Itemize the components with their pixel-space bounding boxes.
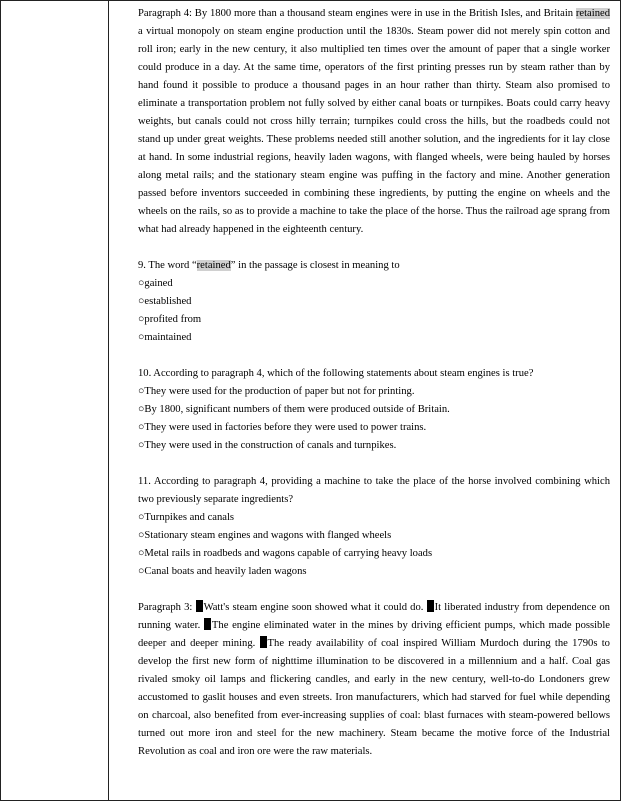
question-11-stem: 11. According to paragraph 4, providing a machine to take the place of the horse involved combining which two previously separate ingredients? bbox=[138, 476, 610, 505]
question-9-option-c[interactable]: ○profited from bbox=[138, 314, 202, 325]
question-11-option-a[interactable]: ○Turnpikes and canals bbox=[138, 512, 235, 523]
paragraph-3-sentence-4: The ready availability of coal inspired William Murdoch during the 1790s to develop the first new form of nighttime illumination to be discovered in a millennium and a half. Coal gas rivaled smoky oil lamps and flickering candles, and early in the new century, well-to-do Londoners grew accustomed to gaslit houses and even streets. Iron manufacturers, which had starved for fuel while depending on charcoal, also benefited from ever-increasing supplies of coal: blast furnaces with steam-powered bellows turned out more iron and steel for the new machinery. Steam became the motive force of the Industrial Revolution as coal and iron ore were the raw materials. bbox=[138, 638, 610, 757]
question-9-option-b[interactable]: ○established bbox=[138, 296, 192, 307]
paragraph-4-text-rest: a virtual monopoly on steam engine production until the 1830s. Steam power did not merely spin cotton and roll iron; early in the new century, it also multiplied ten times over the amount of paper that a single worker could produce in a day. At the same time, operators of the first printing presses run by steam rather than by hand found it possible to produce a thousand pages in an hour rather than thirty. Steam also promised to eliminate a transportation problem not fully solved by either canal boats or turnpikes. Boats could carry heavy weights, but canals could not cross hilly terrain; turnpikes could cross the hills, but the roadbeds could not stand up under great weights. These problems needed still another solution, and the ingredients for it lay close at hand. In some industrial regions, heavily laden wagons, with flanged wheels, were being hauled by horses along metal rails; and the stationary steam engine was puffing in the factory and mine. Another generation passed before inventors succeeded in combining these ingredients, by putting the engine on wheels and the wheels on the rails, so as to provide a machine to take the place of the horse. Thus the railroad age sprang from what had already happened in the eighteenth century. bbox=[138, 26, 610, 235]
question-9-stem bbox=[138, 257, 610, 275]
question-9-prefix: 9. The word “ bbox=[138, 260, 197, 271]
paragraph-3-sentence-2: It liberated industry from dependence on running water. bbox=[138, 602, 610, 631]
question-11-option-d[interactable]: ○Canal boats and heavily laden wagons bbox=[138, 566, 307, 577]
content-column bbox=[138, 5, 610, 761]
paragraph-3-sentence-3: The engine eliminated water in the mines by driving efficient pumps, which made possible deeper and deeper mining. bbox=[138, 620, 610, 649]
question-10-option-d[interactable]: ○They were used in the construction of canals and turnpikes. bbox=[138, 440, 397, 451]
paragraph-4-text-start: Paragraph 4: By 1800 more than a thousand steam engines were in use in the British Isles, and Britain bbox=[138, 8, 576, 19]
insertion-square-3[interactable] bbox=[204, 618, 211, 630]
highlighted-word: retained bbox=[575, 8, 610, 19]
question-11-option-c[interactable]: ○Metal rails in roadbeds and wagons capable of carrying heavy loads bbox=[138, 548, 433, 559]
insertion-square-1[interactable] bbox=[196, 600, 203, 612]
paragraph-4 bbox=[138, 5, 610, 239]
question-10-option-a[interactable]: ○They were used for the production of paper but not for printing. bbox=[138, 386, 415, 397]
column-divider bbox=[108, 1, 109, 800]
question-9-option-a[interactable]: ○gained bbox=[138, 278, 173, 289]
question-10-option-b[interactable]: ○By 1800, significant numbers of them were produced outside of Britain. bbox=[138, 404, 450, 415]
question-10-option-c[interactable]: ○They were used in factories before they were used to power trains. bbox=[138, 422, 427, 433]
insertion-square-2[interactable] bbox=[427, 600, 434, 612]
question-11-option-b[interactable]: ○Stationary steam engines and wagons with flanged wheels bbox=[138, 530, 392, 541]
paragraph-3-label: Paragraph 3: bbox=[138, 602, 196, 613]
paragraph-3-sentence-1: Watt's steam engine soon showed what it could do. bbox=[203, 602, 427, 613]
question-9-option-d[interactable]: ○maintained bbox=[138, 332, 192, 343]
question-10-stem: 10. According to paragraph 4, which of the following statements about steam engines is true? bbox=[138, 368, 534, 379]
paragraph-3 bbox=[138, 599, 610, 761]
question-9-highlighted-word: retained bbox=[196, 260, 231, 271]
insertion-square-4[interactable] bbox=[260, 636, 267, 648]
question-9-suffix: ” in the passage is closest in meaning to bbox=[230, 260, 400, 271]
